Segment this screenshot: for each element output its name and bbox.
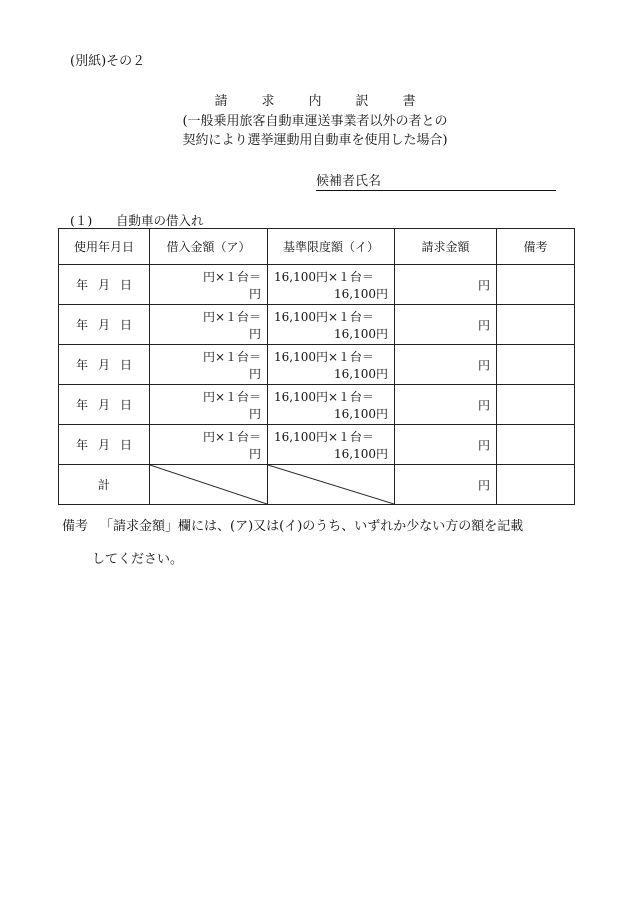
note-line-1: 「請求金額」欄には、(ア)又は(イ)のうち、いずれか少ない方の額を記載 bbox=[100, 519, 524, 534]
header-remarks: 備考 bbox=[497, 229, 575, 265]
month-label: 月 bbox=[97, 358, 110, 372]
loan-formula: 円×１台＝ bbox=[202, 270, 261, 284]
loan-result: 円 bbox=[248, 447, 261, 461]
loan-result: 円 bbox=[248, 407, 261, 421]
year-label: 年 bbox=[75, 318, 88, 332]
month-label: 月 bbox=[97, 278, 110, 292]
claim-unit: 円 bbox=[477, 438, 490, 452]
loan-result: 円 bbox=[248, 367, 261, 381]
table-row bbox=[59, 345, 575, 385]
limit-formula: 16,100円×１台＝ bbox=[274, 310, 375, 324]
remarks-cell[interactable] bbox=[497, 385, 575, 425]
year-label: 年 bbox=[75, 278, 88, 292]
section-title: 自動車の借入れ bbox=[116, 213, 204, 228]
loan-formula: 円×１台＝ bbox=[202, 390, 261, 404]
section-number: (１) bbox=[70, 213, 93, 228]
day-label: 日 bbox=[119, 278, 132, 292]
total-claim-unit: 円 bbox=[477, 478, 490, 492]
loan-cell[interactable] bbox=[150, 345, 268, 385]
document-title bbox=[0, 90, 630, 109]
header-loan-amount: 借入金額（ア） bbox=[150, 229, 268, 265]
diagonal-strike bbox=[150, 465, 267, 504]
year-label: 年 bbox=[75, 398, 88, 412]
remarks-note bbox=[62, 515, 523, 534]
limit-formula: 16,100円×１台＝ bbox=[274, 390, 375, 404]
month-label: 月 bbox=[97, 398, 110, 412]
limit-cell bbox=[268, 265, 395, 305]
remarks-cell[interactable] bbox=[497, 425, 575, 465]
limit-cell bbox=[268, 345, 395, 385]
section-heading bbox=[70, 211, 204, 229]
claim-cell[interactable] bbox=[395, 305, 497, 345]
title-char: 請 bbox=[214, 94, 228, 109]
subtitle-line-1: (一般乗用旅客自動車運送事業者以外の者との bbox=[182, 114, 448, 129]
title-char: 内 bbox=[308, 94, 322, 109]
claim-unit: 円 bbox=[477, 358, 490, 372]
day-label: 日 bbox=[119, 318, 132, 332]
date-cell[interactable] bbox=[59, 345, 150, 385]
loan-cell[interactable] bbox=[150, 305, 268, 345]
loan-result: 円 bbox=[248, 327, 261, 341]
diagonal-strike bbox=[268, 465, 394, 504]
total-claim-cell[interactable] bbox=[395, 465, 497, 505]
year-label: 年 bbox=[75, 438, 88, 452]
claim-unit: 円 bbox=[477, 398, 490, 412]
total-remarks-cell[interactable] bbox=[497, 465, 575, 505]
table-row bbox=[59, 265, 575, 305]
candidate-name-field[interactable] bbox=[316, 170, 556, 191]
total-row bbox=[59, 465, 575, 505]
attachment-label: (別紙)その２ bbox=[70, 54, 146, 69]
header-limit-amount: 基準限度額（イ） bbox=[268, 229, 395, 265]
loan-formula: 円×１台＝ bbox=[202, 350, 261, 364]
candidate-name-label: 候補者氏名 bbox=[316, 174, 382, 189]
loan-formula: 円×１台＝ bbox=[202, 430, 261, 444]
limit-formula: 16,100円×１台＝ bbox=[274, 430, 375, 444]
total-limit-cell-crossed bbox=[268, 465, 395, 505]
note-line-2: してください。 bbox=[92, 552, 184, 567]
header-date: 使用年月日 bbox=[59, 229, 150, 265]
limit-formula: 16,100円×１台＝ bbox=[274, 270, 375, 284]
month-label: 月 bbox=[97, 438, 110, 452]
total-loan-cell-crossed bbox=[150, 465, 268, 505]
subtitle-line-2: 契約により選挙運動用自動車を使用した場合) bbox=[182, 133, 448, 148]
table-row bbox=[59, 305, 575, 345]
date-cell[interactable] bbox=[59, 425, 150, 465]
loan-result: 円 bbox=[248, 287, 261, 301]
claim-cell[interactable] bbox=[395, 385, 497, 425]
limit-result: 16,100円 bbox=[334, 287, 388, 301]
day-label: 日 bbox=[119, 358, 132, 372]
year-label: 年 bbox=[75, 358, 88, 372]
limit-result: 16,100円 bbox=[334, 367, 388, 381]
date-cell[interactable] bbox=[59, 385, 150, 425]
limit-cell bbox=[268, 425, 395, 465]
limit-cell bbox=[268, 385, 395, 425]
limit-cell bbox=[268, 305, 395, 345]
claim-cell[interactable] bbox=[395, 265, 497, 305]
loan-cell[interactable] bbox=[150, 385, 268, 425]
claim-cell[interactable] bbox=[395, 425, 497, 465]
title-char: 訳 bbox=[355, 94, 369, 109]
claim-unit: 円 bbox=[477, 318, 490, 332]
date-cell[interactable] bbox=[59, 265, 150, 305]
vehicle-rental-table bbox=[58, 228, 575, 505]
table-row bbox=[59, 425, 575, 465]
title-char: 書 bbox=[402, 94, 416, 109]
total-label: 計 bbox=[59, 465, 150, 505]
date-cell[interactable] bbox=[59, 305, 150, 345]
table-header-row bbox=[59, 229, 575, 265]
claim-unit: 円 bbox=[477, 278, 490, 292]
title-char: 求 bbox=[261, 94, 275, 109]
day-label: 日 bbox=[119, 398, 132, 412]
loan-cell[interactable] bbox=[150, 425, 268, 465]
table-row bbox=[59, 385, 575, 425]
limit-result: 16,100円 bbox=[334, 327, 388, 341]
month-label: 月 bbox=[97, 318, 110, 332]
remarks-cell[interactable] bbox=[497, 345, 575, 385]
claim-cell[interactable] bbox=[395, 345, 497, 385]
remarks-cell[interactable] bbox=[497, 305, 575, 345]
limit-result: 16,100円 bbox=[334, 447, 388, 461]
loan-cell[interactable] bbox=[150, 265, 268, 305]
remarks-cell[interactable] bbox=[497, 265, 575, 305]
limit-formula: 16,100円×１台＝ bbox=[274, 350, 375, 364]
note-head: 備考 bbox=[62, 519, 89, 534]
day-label: 日 bbox=[119, 438, 132, 452]
limit-result: 16,100円 bbox=[334, 407, 388, 421]
loan-formula: 円×１台＝ bbox=[202, 310, 261, 324]
header-claim-amount: 請求金額 bbox=[395, 229, 497, 265]
